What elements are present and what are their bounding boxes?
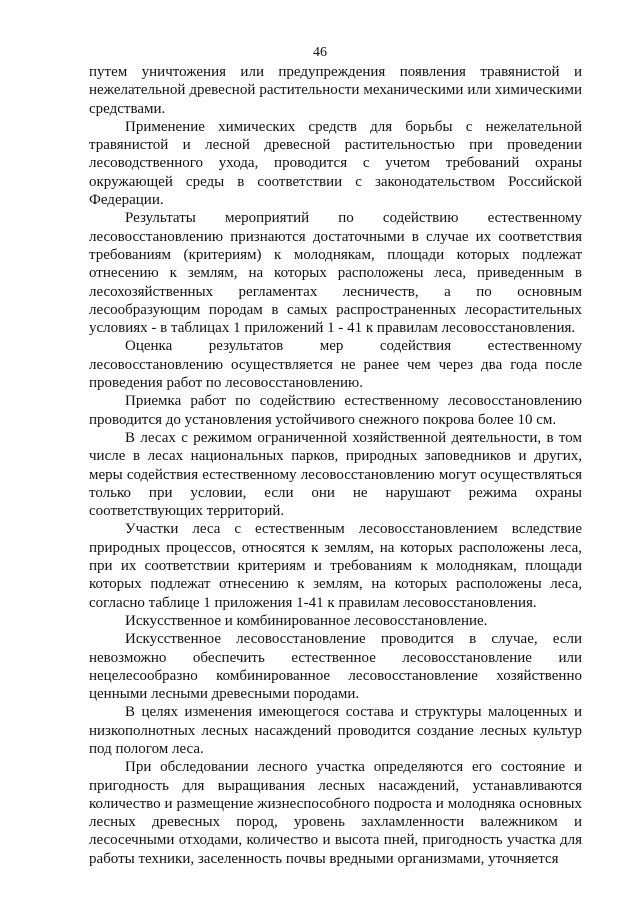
paragraph-results-criteria: Результаты мероприятий по содействию естественному лесовосстановлению признаются достаточными в случае их соответствия требованиям (критериям) к молоднякам, площади которых подлежат отнесению к землям, на которых расположены леса, приведенным в лесохозяйственных регламентах лесничеств, а по основным лесообразующим породам в самых распространенных лесорастительных условиях - в таблицах 1 приложений 1 - 41 к правилам лесовосстановления.	[89, 210, 582, 337]
document-body	[89, 63, 582, 868]
section-heading-artificial-combined: Искусственное и комбинированное лесовосстановление.	[125, 612, 488, 629]
paragraph-natural-regeneration-plots: Участки леса с естественным лесовосстановлением вследствие природных процессов, относятся к землям, на которых расположены леса, при их соответствии критериям и требованиям к молоднякам, площади которых подлежат отнесению к землям, на которых расположены леса, согласно таблице 1 приложения 1-41 к правилам лесовосстановления.	[89, 521, 582, 611]
paragraph-under-canopy-cultures: В целях изменения имеющегося состава и структуры малоценных и низкополнотных лесных насаждений проводится создание лесных культур под пологом леса.	[89, 704, 582, 757]
paragraph-artificial-conditions: Искусственное лесовосстановление проводится в случае, если невозможно обеспечить естественное лесовосстановление или нецелесообразно комбинированное лесовосстановление хозяйственно ценными лесными древесными породами.	[89, 631, 582, 703]
paragraph-acceptance-snow: Приемка работ по содействию естественному лесовосстановлению проводится до установления устойчивого снежного покрова более 10 см.	[89, 393, 582, 428]
paragraph-assessment-timing: Оценка результатов мер содействия естественному лесовосстановлению осуществляется не ранее чем через два года после проведения работ по лесовосстановлению.	[89, 338, 582, 392]
page-number: 46	[313, 45, 327, 60]
paragraph-chemical-means: Применение химических средств для борьбы с нежелательной травянистой и лесной древесной растительностью при проведении лесоводственного ухода, проводится с учетом требований охраны окружающей среды в соответствии с законодательством Российской Федерации.	[89, 118, 582, 209]
paragraph-continuation: путем уничтожения или предупреждения появления травянистой и нежелательной древесной растительности механическими или химическими средствами.	[89, 64, 582, 117]
paragraph-restricted-forests: В лесах с режимом ограниченной хозяйственной деятельности, в том числе в лесах национальных парков, природных заповедников и других, меры содействия естественному лесовосстановлению могут осуществляться только при условии, если они не нарушают режима охраны соответствующих территорий.	[89, 429, 582, 520]
paragraph-site-survey: При обследовании лесного участка определяются его состояние и пригодность для выращивания лесных насаждений, устанавливаются количество и размещение жизнеспособного подроста и молодняка основных лесных древесных пород, уровень захламленности валежником и лесосечными отходами, количество и высота пней, пригодность участка для работы техники, заселенность почвы вредными организмами, уточняется	[89, 759, 582, 867]
